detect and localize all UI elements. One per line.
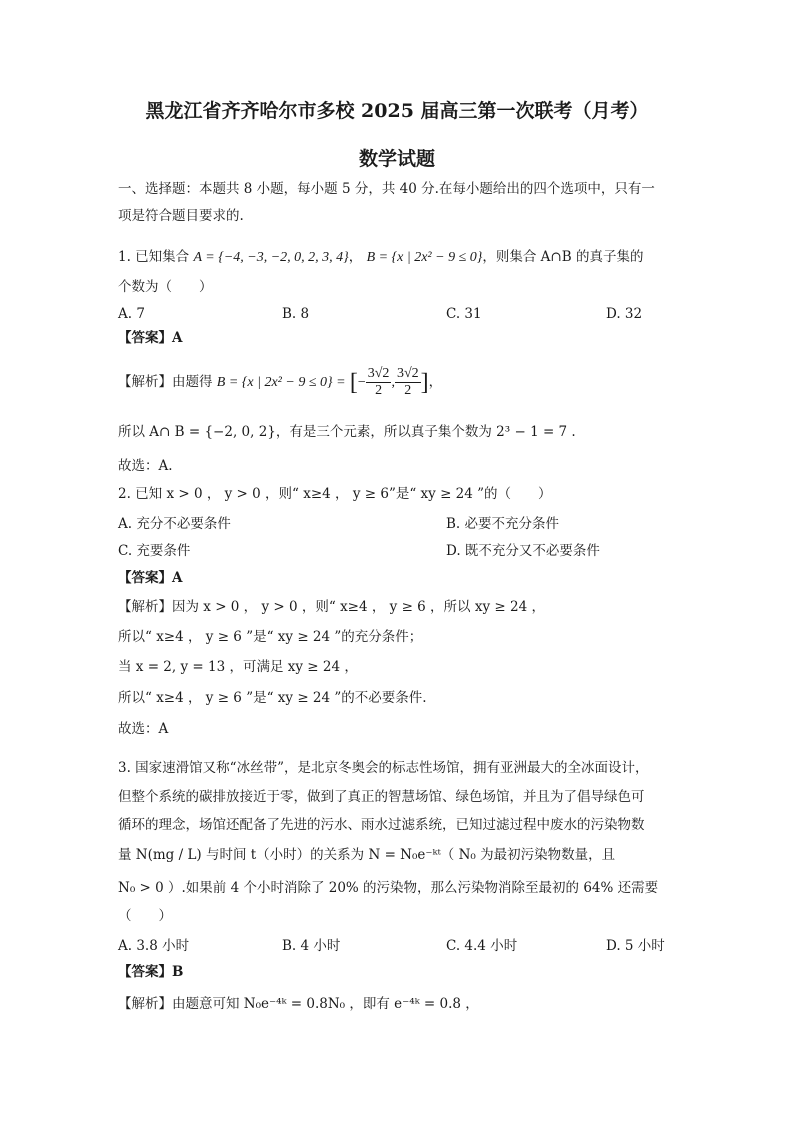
q1-stem-cont: 个数为（ ） [118,279,213,295]
q3-stem-line: （ ） [118,908,172,924]
q3-stem-line: 循环的理念，场馆还配备了先进的污水、雨水过滤系统，已知过滤过程中废水的污染物数 [118,817,645,833]
q2-answer: 【答案】A [118,570,183,586]
q3-stem-line: 量 N(mg / L) 与时间 t（小时）的关系为 N = N₀e⁻ᵏᵗ（ N₀ 为最初污染物数量，且 [118,847,616,863]
right-bracket: ] [420,369,429,396]
q1-number: 1. 已知集合 [118,249,190,265]
q3-option-a[interactable]: A. 3.8 小时 [118,938,190,954]
fraction-lower-den: 2 [375,383,383,398]
q1-stem-tail: ，则集合 A∩B 的真子集的 [482,249,644,265]
q1-sep: ， [348,249,363,265]
section-instruction-cont: 项是符合题目要求的. [118,208,244,224]
left-bracket: [ [349,369,358,396]
q1-conclusion: 故选：A. [118,458,173,474]
page-title: 黑龙江省齐齐哈尔市多校 2025 届高三第一次联考（月考） [145,100,649,122]
q2-analysis-line: 所以“ x≥4 ， y ≥ 6 ”是“ xy ≥ 24 ”的不必要条件. [118,690,427,706]
q3-option-d[interactable]: D. 5 小时 [606,938,665,954]
q3-stem-line: 3. 国家速滑馆又称“冰丝带”，是北京冬奥会的标志性场馆，拥有亚洲最大的全冰面设计， [118,760,649,776]
q3-analysis: 【解析】由题意可知 N₀e⁻⁴ᵏ = 0.8N₀ ，即有 e⁻⁴ᵏ = 0.8 ， [118,996,479,1012]
minus-sign: − [357,375,366,390]
q1-answer: 【答案】A [118,330,183,346]
q1-option-c[interactable]: C. 31 [446,306,482,322]
fraction-lower [366,366,392,399]
q2-analysis-line: 所以“ x≥4 ， y ≥ 6 ”是“ xy ≥ 24 ”的充分条件； [118,629,423,645]
q3-answer: 【答案】B [118,964,184,980]
q1-analysis-expr: B = {x | 2x² − 9 ≤ 0} = [216,375,346,390]
q2-option-b[interactable]: B. 必要不充分条件 [446,516,560,532]
q1-option-a[interactable]: A. 7 [118,306,145,322]
q1-analysis-head: 【解析】由题得 [118,374,213,390]
q1-stem [118,247,643,268]
fraction-lower-num: 3√2 [367,366,390,381]
q2-analysis-line: 当 x = 2, y = 13 ，可满足 xy ≥ 24 ， [118,659,358,675]
section-instruction: 一、选择题：本题共 8 小题，每小题 5 分，共 40 分.在每小题给出的四个选项中，只有一 [118,181,655,197]
q3-option-b[interactable]: B. 4 小时 [282,938,341,954]
q3-option-c[interactable]: C. 4.4 小时 [446,938,518,954]
page-subtitle: 数学试题 [358,148,435,170]
q2-conclusion: 故选：A [118,721,169,737]
q1-analysis [118,362,442,403]
q2-option-c[interactable]: C. 充要条件 [118,543,191,559]
q2-option-a[interactable]: A. 充分不必要条件 [118,516,231,532]
q3-stem-line: 但整个系统的碳排放接近于零，做到了真正的智慧场馆、绿色场馆，并且为了倡导绿色可 [118,789,645,805]
q2-option-d[interactable]: D. 既不充分又不必要条件 [446,543,600,559]
q2-stem: 2. 已知 x > 0 ， y > 0 ，则“ x≥4 ， y ≥ 6”是“ xy ≥ 24 ”的（ ） [118,486,552,502]
fraction-upper-den: 2 [404,383,412,398]
fraction-upper-num: 3√2 [396,366,419,381]
q3-stem-line: N₀ > 0 ）.如果前 4 个小时消除了 20% 的污染物，那么污染物消除至最初的 64% 还需要 [118,880,659,896]
q1-analysis-tail: ， [428,374,443,390]
fraction-upper [395,366,421,399]
q1-analysis-line: 所以 A∩ B = {−2, 0, 2}，有是三个元素，所以真子集个数为 2³ − 1 = 7 . [118,424,576,440]
q1-option-d[interactable]: D. 32 [606,306,643,322]
interval-comma: , [391,375,395,390]
q1-option-b[interactable]: B. 8 [282,306,310,322]
q1-set-b: B = {x | 2x² − 9 ≤ 0} [366,250,483,265]
q1-set-a: A = {−4, −3, −2, 0, 2, 3, 4} [193,250,349,265]
q2-analysis-line: 【解析】因为 x > 0 ， y > 0 ，则“ x≥4 ， y ≥ 6 ，所以 xy ≥ 24 ， [118,599,545,615]
